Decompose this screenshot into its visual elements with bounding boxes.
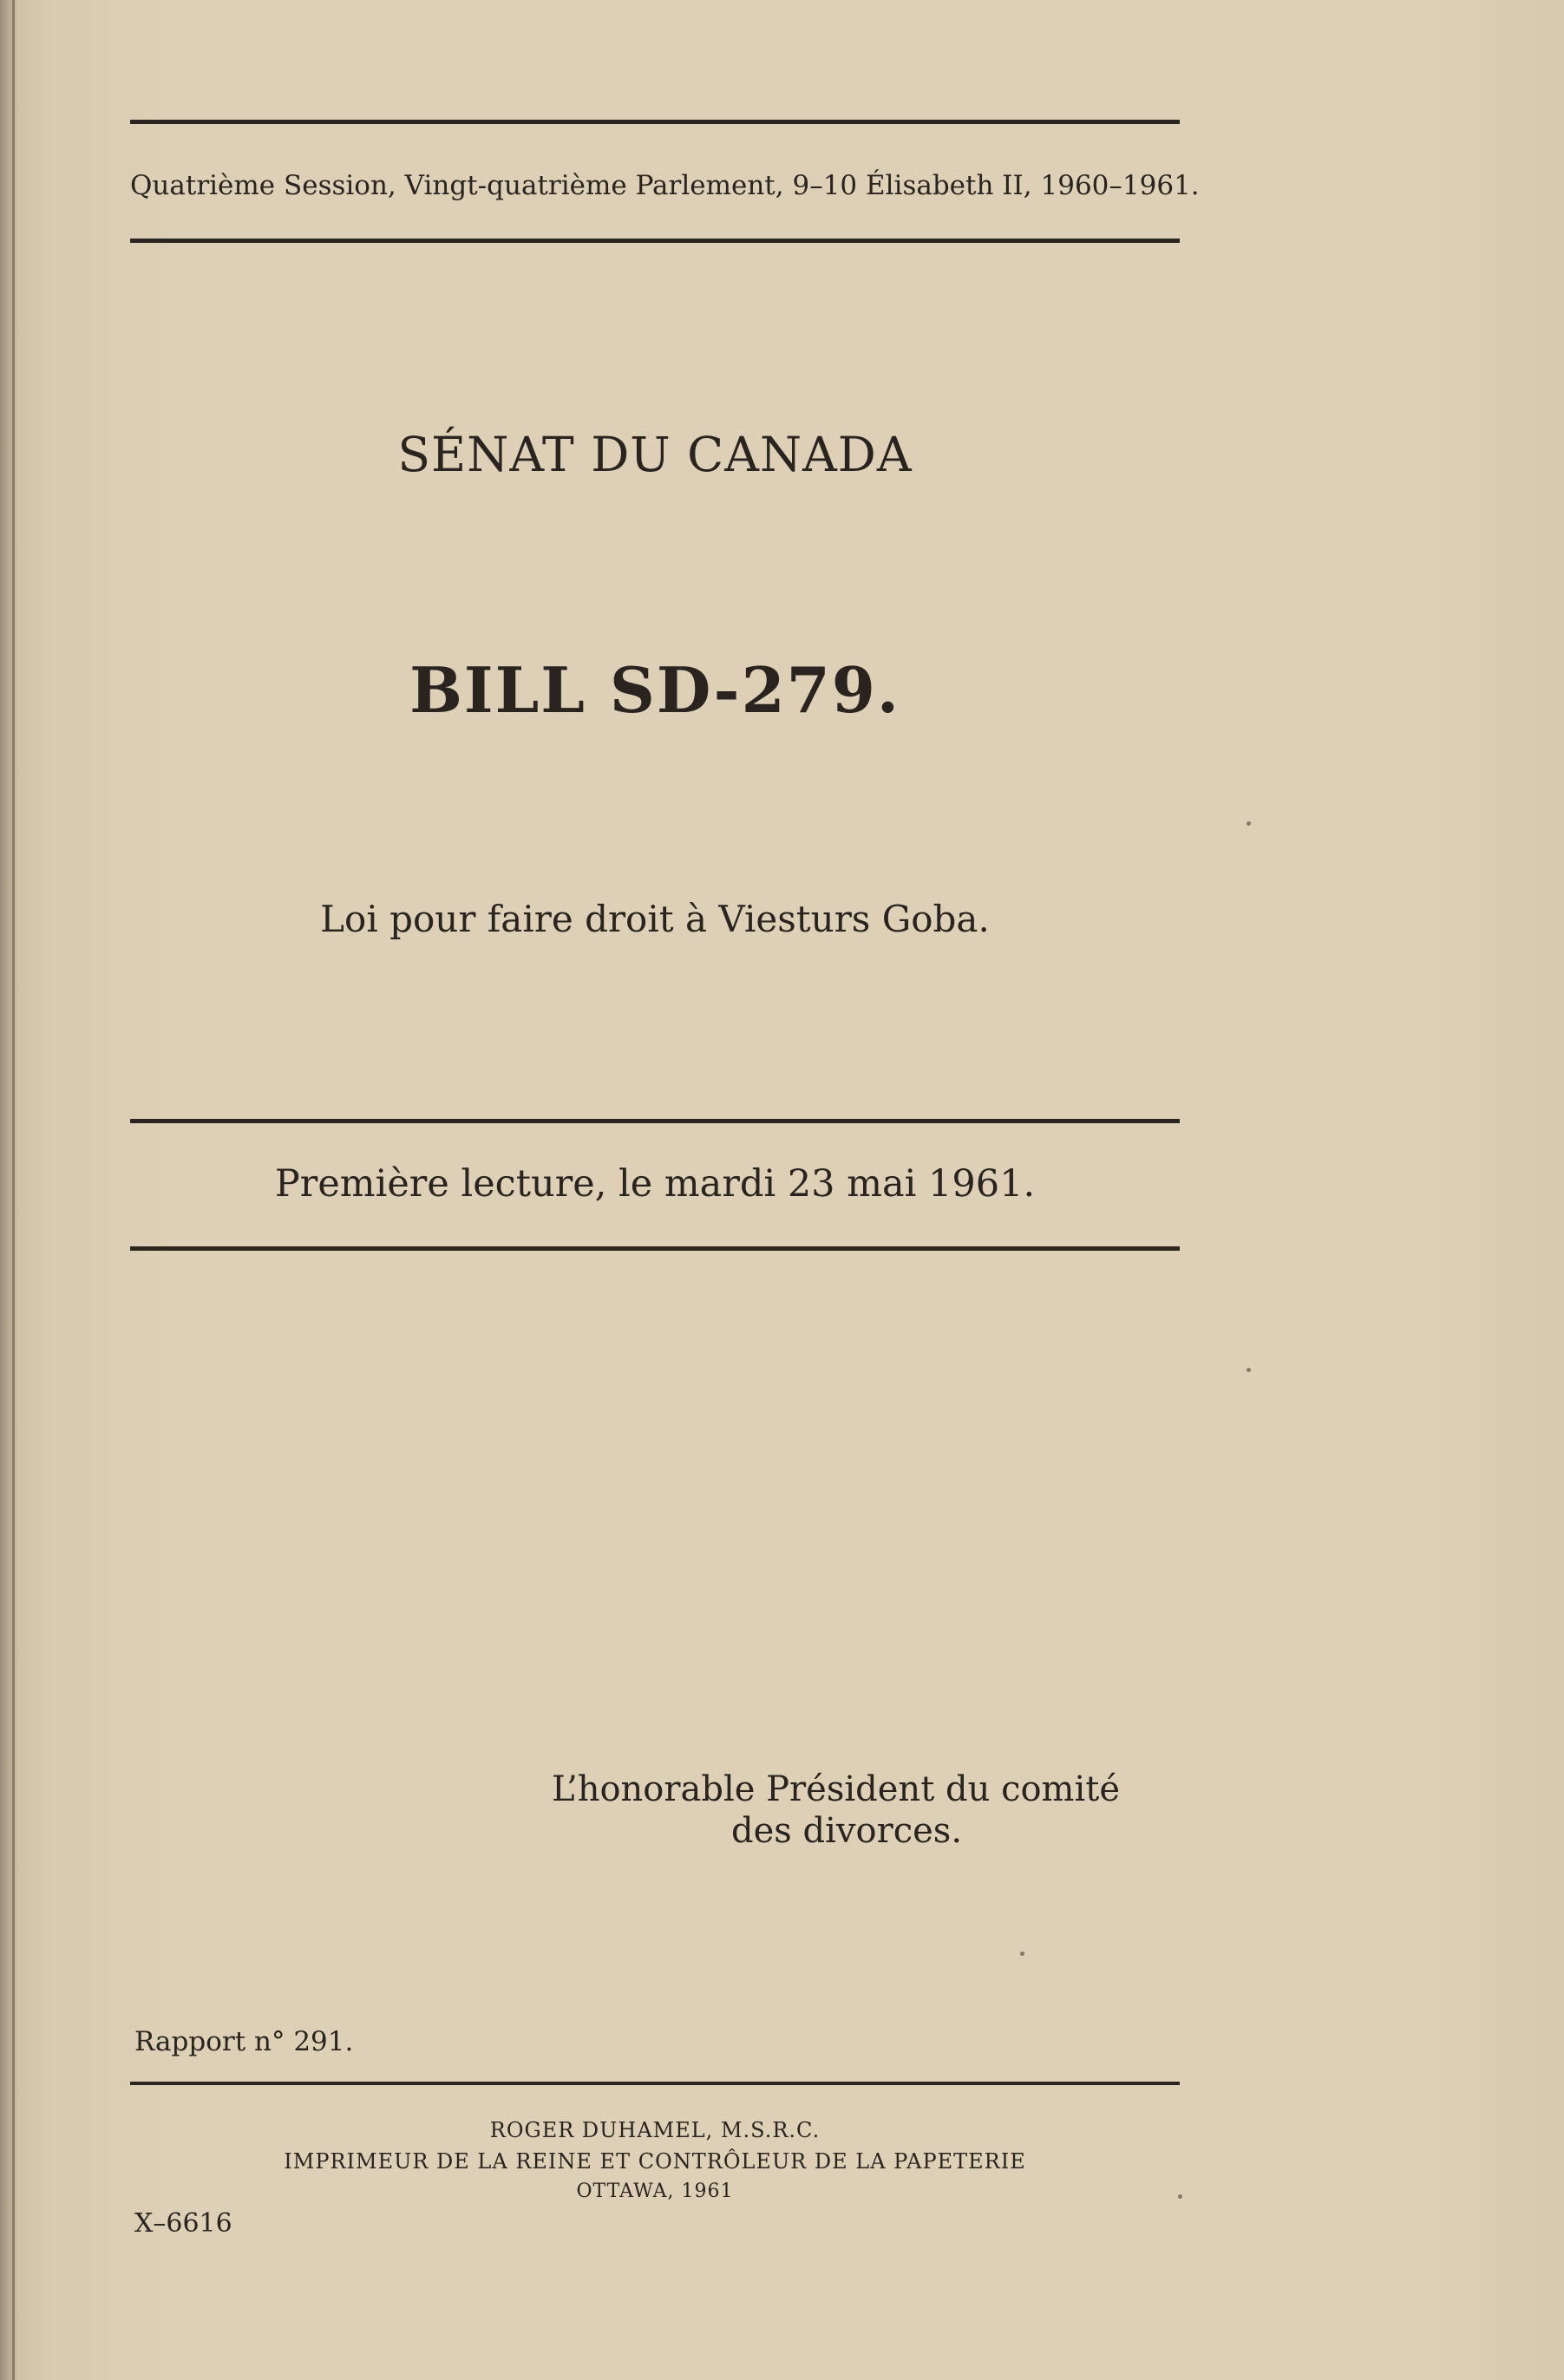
- paper-speck: [1178, 2194, 1182, 2199]
- chamber-title: SÉNAT DU CANADA: [397, 427, 913, 482]
- sponsor-line-1: L’honorable Président du comité: [552, 1769, 1121, 1809]
- report-number: Rapport n° 291.: [134, 2026, 354, 2057]
- binding-shadow-line: [12, 0, 15, 2380]
- document-code: X–6616: [134, 2208, 232, 2239]
- header-bottom-rule: [130, 239, 1180, 243]
- binding-edge: [0, 0, 19, 2380]
- reading-top-rule: [130, 1119, 1180, 1123]
- session-header: Quatrième Session, Vingt-quatrième Parlement, 9–10 Élisabeth II, 1960–1961.: [130, 170, 1200, 201]
- bill-number: BILL SD-279.: [409, 653, 900, 727]
- top-rule: [130, 120, 1180, 124]
- printer-name: ROGER DUHAMEL, M.S.R.C.: [489, 2118, 821, 2142]
- printer-location: OTTAWA, 1961: [576, 2181, 734, 2202]
- paper-speck: [1247, 821, 1251, 826]
- first-reading: Première lecture, le mardi 23 mai 1961.: [274, 1162, 1036, 1206]
- reading-bottom-rule: [130, 1246, 1180, 1251]
- paper-speck: [1247, 1368, 1251, 1372]
- paper-speck: [1020, 1952, 1024, 1956]
- printer-title: IMPRIMEUR DE LA REINE ET CONTRÔLEUR DE LA PAPETERIE: [284, 2149, 1026, 2174]
- footer-rule: [130, 2082, 1180, 2085]
- bill-description: Loi pour faire droit à Viesturs Goba.: [320, 898, 990, 940]
- sponsor-line-2: des divorces.: [731, 1811, 963, 1851]
